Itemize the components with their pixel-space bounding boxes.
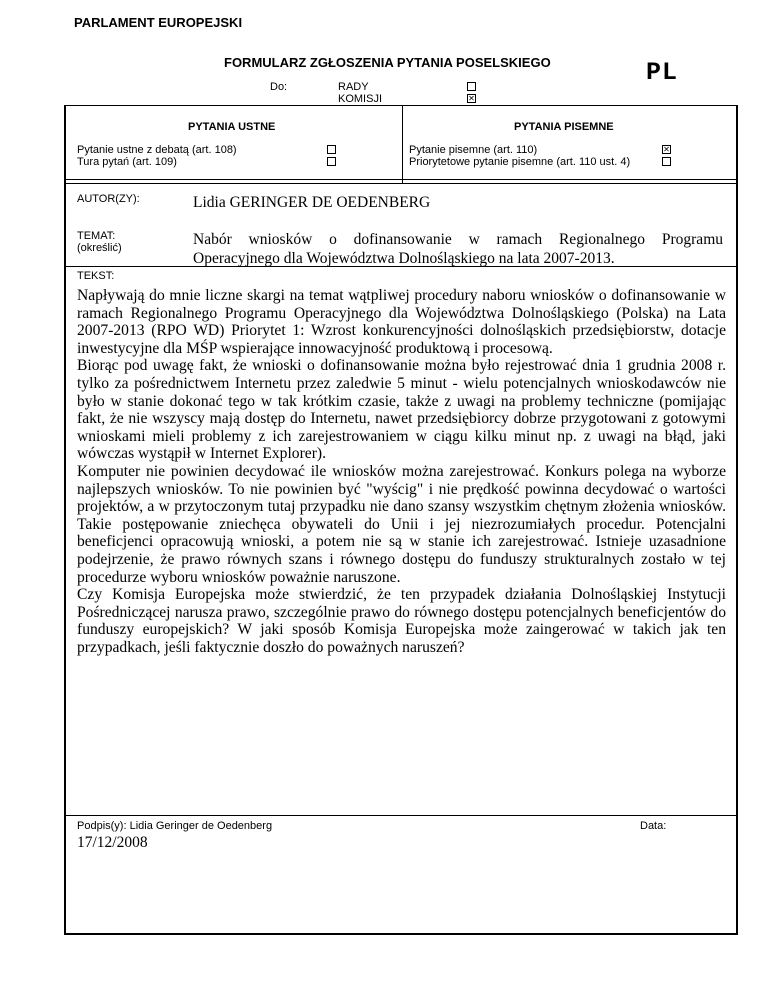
text-paragraph: Komputer nie powinien decydować ile wniosków można zarejestrować. Konkurs polega na wyborze najlepszych wniosków. To nie powinien być "wyścig" i nie prędkość powinna decydować o wartości projektów, a w przytoczonym tutaj przypadku nie dano szansy wszystkim chętnym złożenia wniosków. Takie postępowanie zniechęca obywateli do Unii i jej niezrozumiałych procedur. Potencjalni beneficjenci opracowują wnioski, a potem nie są w stanie ich zarejestrować. Istnieje uzasadnione podejrzenie, że prawo równych szans i równego dostępu do funduszy strukturalnych zostało w tej procedurze wyboru wniosków poważnie naruszone.	[77, 462, 726, 586]
addressee-label: Do:	[270, 81, 288, 93]
text-paragraph: Czy Komisja Europejska może stwierdzić, że ten przypadek działania Dolnośląskiej Instytucji Pośredniczącej narusza prawo, szczególnie prawo do równego dostępu potencjalnych beneficjentów do funduszy europejskich? W jaki sposób Komisja Europejska może zaingerować w takich jak ten przypadkach, jeśli faktycznie doszło do poważnych naruszeń?	[77, 586, 726, 656]
text-label: TEKST:	[77, 270, 115, 282]
date-label: Data:	[640, 820, 667, 832]
written-question-label: Pytanie pisemne (art. 110)	[409, 144, 538, 156]
institution-title: PARLAMENT EUROPEJSKI	[74, 15, 243, 30]
addressee-council-checkbox[interactable]	[467, 82, 476, 91]
form-title: FORMULARZ ZGŁOSZENIA PYTANIA POSELSKIEGO	[224, 55, 551, 70]
date-value: 17/12/2008	[77, 834, 148, 851]
oral-question-debate-checkbox[interactable]	[327, 145, 336, 154]
written-question-checkbox[interactable]: ✕	[663, 145, 670, 154]
divider-line	[66, 815, 736, 816]
question-type-divider	[402, 106, 403, 183]
question-text	[77, 287, 726, 656]
written-questions-heading: PYTANIA PISEMNE	[514, 121, 614, 133]
subject-label: TEMAT:	[77, 230, 116, 242]
divider-line	[66, 179, 736, 180]
language-code: PL	[646, 58, 679, 87]
question-time-checkbox[interactable]	[327, 157, 336, 166]
question-time-label: Tura pytań (art. 109)	[77, 156, 177, 168]
addressee-council-label: RADY	[338, 81, 369, 93]
author-label: AUTOR(ZY):	[77, 193, 140, 205]
text-paragraph: Biorąc pod uwagę fakt, że wnioski o dofinansowanie można było rejestrować dnia 1 grudnia 2008 r. tylko za pośrednictwem Internetu przez zaledwie 5 minut - wielu potencjalnych wnioskodawców nie było w stanie dokonać tego w tak krótkim czasie, także z uwagi na problemy techniczne (pomijając fakt, że nie wszyscy mają dostęp do Internetu, nawet przedsiębiorcy dobrze przygotowani z gotowymi wnioskami mieli problemy z ich zarejestrowaniem w ciągu kilku minut np. z uwagi na błąd, jaki wówczas wystąpił w Internet Explorer).	[77, 357, 726, 463]
subject-value: Nabór wniosków o dofinansowanie w ramach Regionalnego Programu Operacyjnego dla Województwa Dolnośląskiego na lata 2007-2013.	[193, 231, 723, 267]
priority-written-question-label: Priorytetowe pytanie pisemne (art. 110 ust. 4)	[409, 156, 631, 168]
subject-sublabel: (określić)	[77, 242, 122, 254]
priority-written-question-checkbox[interactable]	[662, 157, 671, 166]
divider-line	[66, 183, 736, 184]
oral-questions-heading: PYTANIA USTNE	[188, 121, 276, 133]
signature-label: Podpis(y): Lidia Geringer de Oedenberg	[77, 820, 273, 832]
addressee-commission-checkbox[interactable]: ✕	[468, 94, 475, 103]
author-value: Lidia GERINGER DE OEDENBERG	[193, 194, 431, 211]
addressee-commission-label: KOMISJI	[338, 93, 383, 105]
oral-question-debate-label: Pytanie ustne z debatą (art. 108)	[77, 144, 237, 156]
text-paragraph: Napływają do mnie liczne skargi na temat wątpliwej procedury naboru wniosków o dofinansowanie w ramach Regionalnego Programu Operacyjnego dla Województwa Dolnośląskiego (Polska) na Lata 2007-2013 (RPO WD) Priorytet 1: Wzrost konkurencyjności dolnośląskich przedsiębiorstw, dotacje inwestycyjne dla MŚP wspierające innowacyjność produktową i procesową.	[77, 287, 726, 357]
